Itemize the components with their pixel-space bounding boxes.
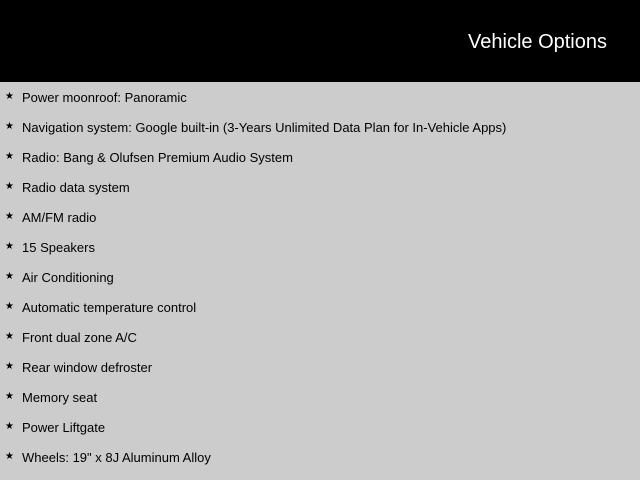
option-label: Wheels: 19" x 8J Aluminum Alloy xyxy=(22,450,211,465)
list-item xyxy=(0,448,506,478)
vehicle-options-list xyxy=(0,88,506,478)
vehicle-options-panel xyxy=(0,82,640,480)
star-icon: ★ xyxy=(5,241,14,252)
list-item xyxy=(0,388,506,418)
option-label: Front dual zone A/C xyxy=(22,330,137,345)
star-icon: ★ xyxy=(5,361,14,372)
star-icon: ★ xyxy=(5,331,14,342)
list-item xyxy=(0,418,506,448)
list-item xyxy=(0,238,506,268)
star-icon: ★ xyxy=(5,211,14,222)
star-icon: ★ xyxy=(5,181,14,192)
star-icon: ★ xyxy=(5,451,14,462)
option-label: Air Conditioning xyxy=(22,270,114,285)
option-label: Rear window defroster xyxy=(22,360,153,375)
option-label: 15 Speakers xyxy=(22,240,95,255)
list-item xyxy=(0,358,506,388)
star-icon: ★ xyxy=(5,271,14,282)
star-icon: ★ xyxy=(5,301,14,312)
option-label: Power Liftgate xyxy=(22,420,106,435)
list-item xyxy=(0,328,506,358)
option-label: Automatic temperature control xyxy=(22,300,197,315)
option-label: Memory seat xyxy=(22,390,98,405)
option-label: Power moonroof: Panoramic xyxy=(22,90,187,105)
page-title: Vehicle Options xyxy=(468,31,607,53)
list-item xyxy=(0,148,506,178)
list-item xyxy=(0,298,506,328)
star-icon: ★ xyxy=(5,391,14,402)
list-item xyxy=(0,118,506,148)
option-label: Radio: Bang & Olufsen Premium Audio System xyxy=(22,150,293,165)
star-icon: ★ xyxy=(5,421,14,432)
option-label: Radio data system xyxy=(22,180,130,195)
list-item xyxy=(0,208,506,238)
list-item xyxy=(0,88,506,118)
star-icon: ★ xyxy=(5,91,14,102)
list-item xyxy=(0,268,506,298)
star-icon: ★ xyxy=(5,121,14,132)
option-label: AM/FM radio xyxy=(22,210,97,225)
header-bar xyxy=(0,0,640,82)
option-label: Navigation system: Google built-in (3-Years Unlimited Data Plan for In-Vehicle Apps) xyxy=(22,120,507,135)
list-item xyxy=(0,178,506,208)
star-icon: ★ xyxy=(5,151,14,162)
